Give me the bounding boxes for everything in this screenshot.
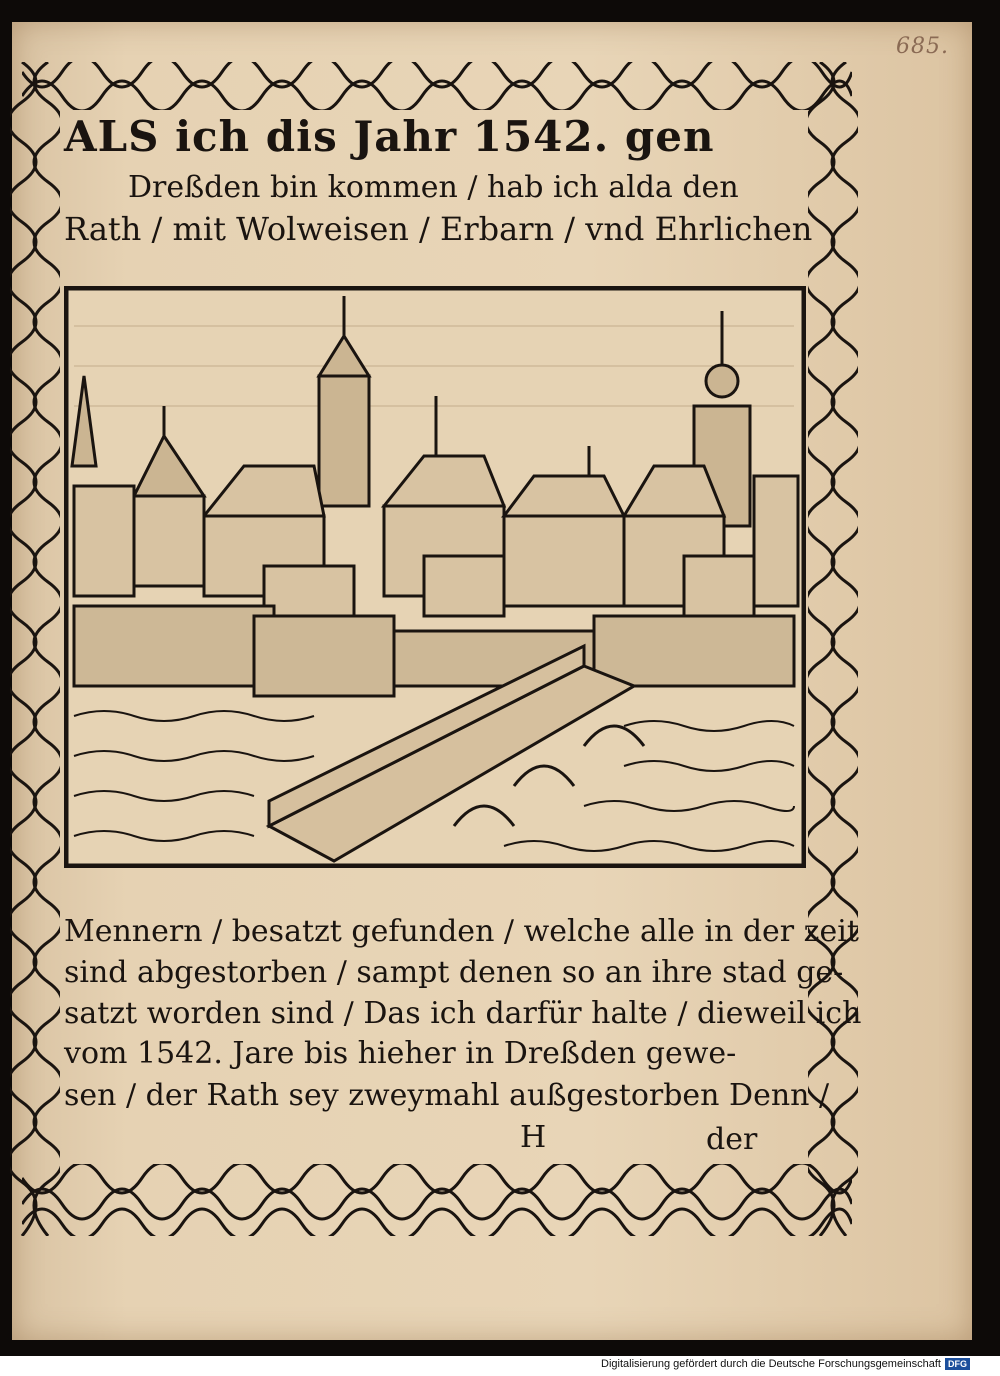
footer-credit xyxy=(601,1358,970,1370)
signature-mark: H xyxy=(520,1120,547,1155)
catchword: der xyxy=(706,1122,758,1157)
ornamental-border-right xyxy=(808,62,858,1236)
body-line: sind abgestorben / sampt denen so an ihre stad ge- xyxy=(64,955,844,990)
heading-line-2: Dreßden bin kommen / hab ich alda den xyxy=(128,170,739,205)
ornamental-border-top xyxy=(22,62,852,110)
heading-line-1: ALS ich dis Jahr 1542. gen xyxy=(64,112,715,161)
woodcut-city-view xyxy=(64,286,806,868)
heading-line-3: Rath / mit Wolweisen / Erbarn / vnd Ehrlichen xyxy=(64,210,813,248)
folio-number: 685. xyxy=(896,34,949,59)
body-line: sen / der Rath sey zweymahl außgestorben Denn / xyxy=(64,1078,830,1113)
footer-text: Digitalisierung gefördert durch die Deutsche Forschungsgemeinschaft xyxy=(601,1358,941,1370)
ornamental-border-bottom xyxy=(22,1164,852,1236)
body-line: Mennern / besatzt gefunden / welche alle in der zeit xyxy=(64,914,859,949)
body-line: vom 1542. Jare bis hieher in Dreßden gewe- xyxy=(64,1036,737,1071)
dfg-logo-icon: DFG xyxy=(945,1358,970,1370)
body-line: satzt worden sind / Das ich darfür halte / dieweil ich xyxy=(64,996,862,1031)
ornamental-border-left xyxy=(10,62,60,1236)
